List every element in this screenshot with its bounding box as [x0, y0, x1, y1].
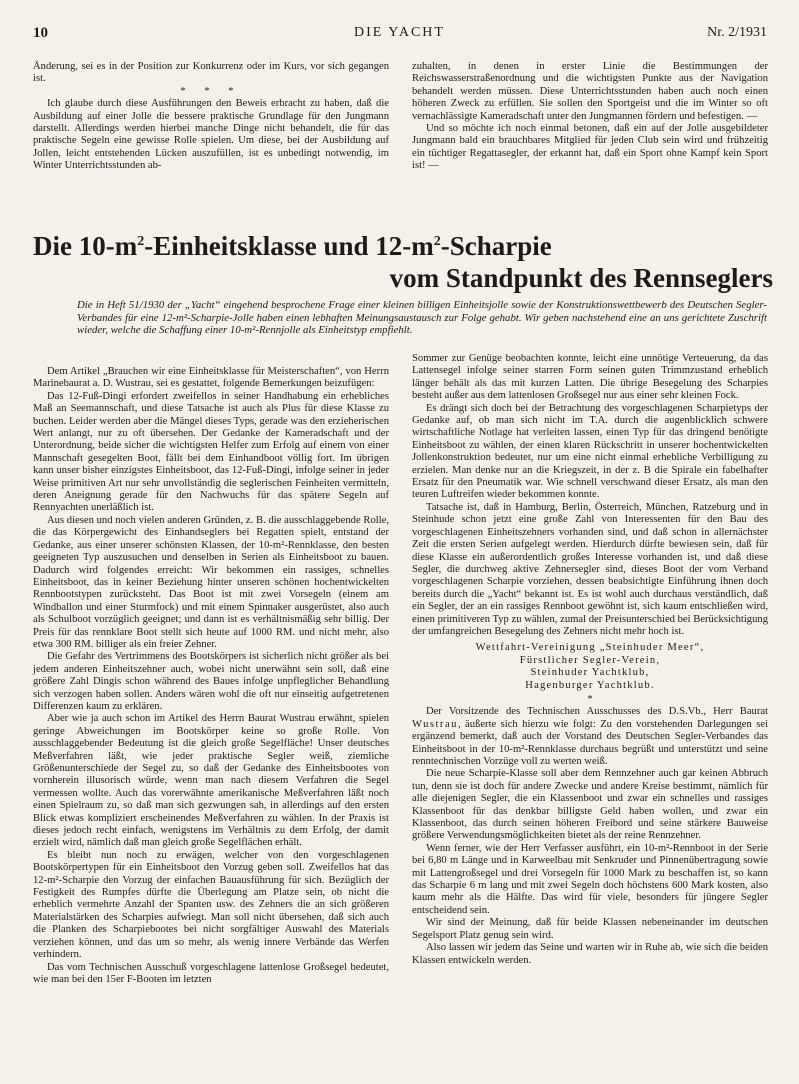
paragraph: Wenn ferner, wie der Herr Verfasser ausführt, ein 10-m²-Rennboot in der Serie bei 6,80 m Länge und in Karweelbau mit Senkruder und Pinnenübertragung sowie mit Lattengroßsegel und drei Vorsegeln für 1000 Mark zu beschaffen ist, so kann das Scharpie 6 m lang und mit zwei Segeln doch höchstens 600 Mark kosten, also kaum mehr als die Hälfte. Das wird für viele, besonders für jüngere Segler entscheidend sein. — [412, 842, 768, 916]
paragraph: Der Vorsitzende des Technischen Ausschusses des D.S.Vb., Herr Baurat Wustrau, äußerte sich hierzu wie folgt: Zu den vorstehenden Darlegungen sei ergänzend bemerkt, daß auch der Vorstand des Deutschen Segler-Verbandes das Einheitsboot in der 10-m²-Rennklasse durchaus begrüßt und unterstützt und seine renntechnischen Vorzüge voll zu werten weiß. — [412, 706, 768, 767]
signatory: Steinhuder Yachtklub, — [530, 667, 650, 679]
article-intro: Die in Heft 51/1930 der „Yacht“ eingehend besprochene Frage einer kleinen billigen Einheitsjolle sowie der Konstruktionswettbewerb des Deutschen Segler-Verbandes für eine 12-m²-Scharpie-Jolle haben einen lebhaften Meinungsaustausch zur Folge gehabt. Wir geben nachstehend eine an uns gerichtete Zuschrift wieder, welche die Schaffung einer 10-m²-Rennjolle als Einheitstyp empfiehlt. — [77, 299, 767, 337]
separator-asterisk: * — [587, 693, 593, 705]
signature-block — [412, 642, 768, 692]
article-title-line-1: Die $10-m^2$-Einheitsklasse und $12-m^2$-Scharpie — [33, 231, 552, 261]
previous-article-right-column — [412, 61, 768, 173]
paragraph: Und so möchte ich noch einmal betonen, daß ein auf der Jolle ausgebildeter Jungmann bald ein brauchbares Mitglied für jeden Club sein wird und frühzeitig ein tüchtiger Regattasegler, der erkannt hat, daß ein Sport ohne Kampf kein Sport ist! — — [412, 123, 768, 172]
signatory: Hagenburger Yachtklub. — [525, 679, 655, 691]
paragraph: Ich glaube durch diese Ausführungen den Beweis erbracht zu haben, daß die Ausbildung auf einer Jolle die bessere praktische Grundlage für den Jungmann darstellt. Allerdings werden hierbei manche Dinge nicht behandelt, die für das praktische Segeln eine gewisse Rolle spielen. Um diese, bei der Ausbildung auf Jollen, leicht entstehenden Lücken auszufüllen, ist es unbedingt notwendig, im Winter Unterrichtsstunden ab- — [33, 98, 389, 172]
paragraph: Aber wie ja auch schon im Artikel des Herrn Baurat Wustrau erwähnt, spielen geringe Abweichungen im Bootskörper keine so große Rolle. Von ausschlaggebender Bedeutung ist die gleich große Segelfläche! Unser deutsches Meßverfahren läßt, wie jeder praktische Segler weiß, ziemliche Größenunterschiede der Segel zu, so daß der Gedanke des Einheitsbootes von vornherein illusorisch würde, wenn man nach diesem Verfahren die Segel vermessen wollte. Auch das vorerwähnte amerikanische Meßverfahren läßt noch einen Spielraum zu, so daß man sich gezwungen sah, in allerdings auf den ersten Blick etwas kompliziert erscheinendes Meßverfahren zu wählen. In der Praxis ist dieses jedoch recht einfach, wenigstens im Verhältnis zu dem Erfolg, der damit erzielt wird, nämlich daß man gleich große Segelflächen erhält. — [33, 713, 389, 849]
previous-article-left-column — [33, 61, 389, 173]
issue-number: Nr. 2/1931 — [707, 25, 767, 40]
paragraph: Dem Artikel „Brauchen wir eine Einheitsklasse für Meisterschaften“, von Herrn Marinebaurat a. D. Wustrau, sei es gestattet, folgende Bemerkungen beizufügen: — [33, 366, 389, 390]
paragraph: Änderung, sei es in der Position zur Konkurrenz oder im Kurs, vor sich gegangen ist. — [33, 61, 389, 85]
signatory: Wettfahrt-Vereinigung „Steinhuder Meer“, — [475, 642, 705, 654]
article-title — [33, 226, 773, 294]
section-separator: * * * — [180, 85, 242, 97]
page-number: 10 — [33, 25, 48, 41]
paragraph: Es drängt sich doch bei der Betrachtung des vorgeschlagenen Scharpietyps der Gedanke auf, ob man sich nicht im T.A. durch die augenblicklich schwere wirtschaftliche Notlage hat verleiten lassen, einen Typ für das dringend benötigte Einheitsboot zu wählen, der einen klaren Rückschritt in unserer hochentwickelten Jollenkonstruktion bedeutet, nur um eine nicht einmal erhebliche Verbilligung zu erzielen. Man denke nur an die Kriegszeit, in der z. B die Spirale ein fabelhafter Ersatz für den Pneumatik war. Wie schnell verschwand dieser Ersatz, als man den teuren Luftreifen wieder bekommen konnte. — [412, 402, 768, 501]
journal-title: DIE YACHT — [354, 25, 445, 40]
article-right-column — [412, 353, 768, 967]
page-header — [0, 25, 799, 45]
article-left-column — [33, 366, 389, 986]
paragraph: Wir sind der Meinung, daß für beide Klassen nebeneinander im deutschen Segelsport Platz genug sein wird. — [412, 917, 768, 941]
paragraph: Das 12-Fuß-Dingi erfordert zweifellos in seiner Handhabung ein erhebliches Maß an Seemannschaft, und diese Tatsache ist auch als Plus für diese Klasse zu buchen. Leider werden aber die Mängel dieses Typs, gerade was den erzieherischen Wert anlangt, nur zu oft übersehen. Der Gedanke der Kameradschaft und der Unterordnung, beide sicher die wichtigsten Helfer zum Erfolg auf einem von einer Mannschaft gesegelten Boot, fällt bei dem Einhandboot völlig fort. Im übrigen kann unser bisher einzigstes Einheitsboot, das 12-Fuß-Dingi, infolge seiner in jeder Weise primitiven Art nur sehr unvollständig die seglerischen Feinheiten vermitteln, deren Aneignung gerade für den Nachwuchs für das spätere Segeln auf Rennyachten unerläßlich ist. — [33, 390, 389, 514]
paragraph: Die Gefahr des Vertrimmens des Bootskörpers ist sicherlich nicht größer als bei jedem anderen Einheitszehner auch, wobei nicht unerwähnt sein soll, daß eine größere Zahl Dingis schon während des Baues infolge unpfleglicher Behandlung sich verzogen haben sollen. Anders wären wohl die oft nur einseitig aufgetretenen Differenzen kaum zu erklären. — [33, 651, 389, 712]
paragraph: Das vom Technischen Ausschuß vorgeschlagene lattenlose Großsegel bedeutet, wie man bei den 15er F-Booten im letzten — [33, 961, 389, 985]
signatory: Fürstlicher Segler-Verein, — [519, 654, 661, 666]
paragraph: Es bleibt nun noch zu erwägen, welcher von den vorgeschlagenen Bootskörpertypen für ein Einheitsboot den Vorzug geben soll. Zweifellos hat das 12-m²-Scharpie den Vorzug der einfachen Bauausführung für sich. Bezüglich der Festigkeit des Rumpfes dürfte die Überlegung am Platze sein, ob nicht die erheblich vermehrte Anzahl der Spanten usw. des Zehners die an sich größeren Materialstärken des Scharpies aufwiegt. Man soll nicht übersehen, daß sich auch die Planken des Scharpiebootes bei nicht sorgfältiger Auswahl des Materials verziehen können, und das um so mehr, als wenig innere Verbände das Werfen verhindern. — [33, 849, 389, 961]
name-wustrau: Wustrau — [412, 718, 458, 730]
paragraph: Sommer zur Genüge beobachten konnte, leicht eine unnötige Verteuerung, da das Lattensegel infolge seiner starren Form seinen guten Trimmzustand erheblich länger behält als das mit kurzen Latten. Die übrige Besegelung des Scharpies besteht außer aus dem lattenlosen Großsegel nur aus einer sehr kleinen Fock. — [412, 353, 768, 402]
paragraph: zuhalten, in denen in erster Linie die Bestimmungen der Reichswasserstraßenordnung und die wichtigsten Punkte aus der Navigation behandelt werden müssen. Diese Unterrichtsstunden haben auch noch einen höheren Zweck zu erfüllen. Sie sollen den Sportgeist und die im Winter so oft vernachlässigte Kameradschaft unter den Jungmannen fördern und befestigen. — — [412, 61, 768, 122]
article-title-line-2: vom Standpunkt des Rennseglers — [389, 263, 773, 293]
paragraph: Also lassen wir jedem das Seine und warten wir in Ruhe ab, wie sich die beiden Klassen entwickeln werden. — [412, 942, 768, 966]
paragraph: Tatsache ist, daß in Hamburg, Berlin, Österreich, München, Ratzeburg und in Steinhude schon jetzt eine große Zahl von Interessenten für den Bau des vorgeschlagenen Einheitszehners vorhanden sind, und daß schon in allernächster Zeit die ersten Serien aufgelegt werden. Hierdurch dürfte bewiesen sein, daß für diese Klasse ein außerordentlich großes Interesse vorhanden ist, und daß diese Segler, die durchweg aktive Zehnersegler sind, dieses Boot der vom Verband vorgeschlagenen Scharpie vorziehen, dessen beabsichtigte Einführung ihnen doch bereits durch die „Yacht“ bekannt ist. Es ist wohl auch durchaus verständlich, daß ein Segler, der an ein rassiges Rennboot gewöhnt ist, sich kaum entschließen wird, einen primitiveren Typ zu wählen, zumal der Preisunterschied bei Berücksichtigung der umfangreichen Besegelung des Zehners nicht mehr hoch ist. — [412, 501, 768, 637]
paragraph: Aus diesen und noch vielen anderen Gründen, z. B. die ausschlaggebende Rolle, die das Körpergewicht des Einhandseglers bei Regatten spielt, entstand der Gedanke, aus einer unserer schönsten Klassen, der 10-m²-Rennklasse, den besten geeigneten Typ auszusuchen und denselben in Serien als Einheitsboot zu bauen. Dadurch wird folgendes erreicht: Wir bekommen ein rassiges, schnelles Einheitsboot, das in keiner Beziehung hinter unseren schönen hochentwickelten Rennbootstypen zurücksteht. Das Boot ist mit zwei Vorsegeln (einem am Windballon und einer Sturmfock) und mit einem Spinnaker ausgerüstet, also auch als Schulboot vorzüglich geeignet; und dann ist es verhältnismäßig sehr billig. Der Preis für das rennklare Boot stellt sich heute auf 1000 RM. und nicht mehr, also etwa 300 RM. billiger als ein freier Zehner. — [33, 514, 389, 650]
paragraph: Die neue Scharpie-Klasse soll aber dem Rennzehner auch gar keinen Abbruch tun, denn sie ist doch für andere Zwecke und andere Kreise bestimmt, nämlich für alle diejenigen Segler, die ein Klassenboot und zwar ein schnelles und rassiges Klassenboot für das denkbar billigste Geld haben wollen, und zwar ein Klassenboot, das durch seinen höheren Freibord und seine stärkere Bauweise größere Verwendungsmöglichkeiten bietet als der reine Rennzehner. — [412, 768, 768, 842]
